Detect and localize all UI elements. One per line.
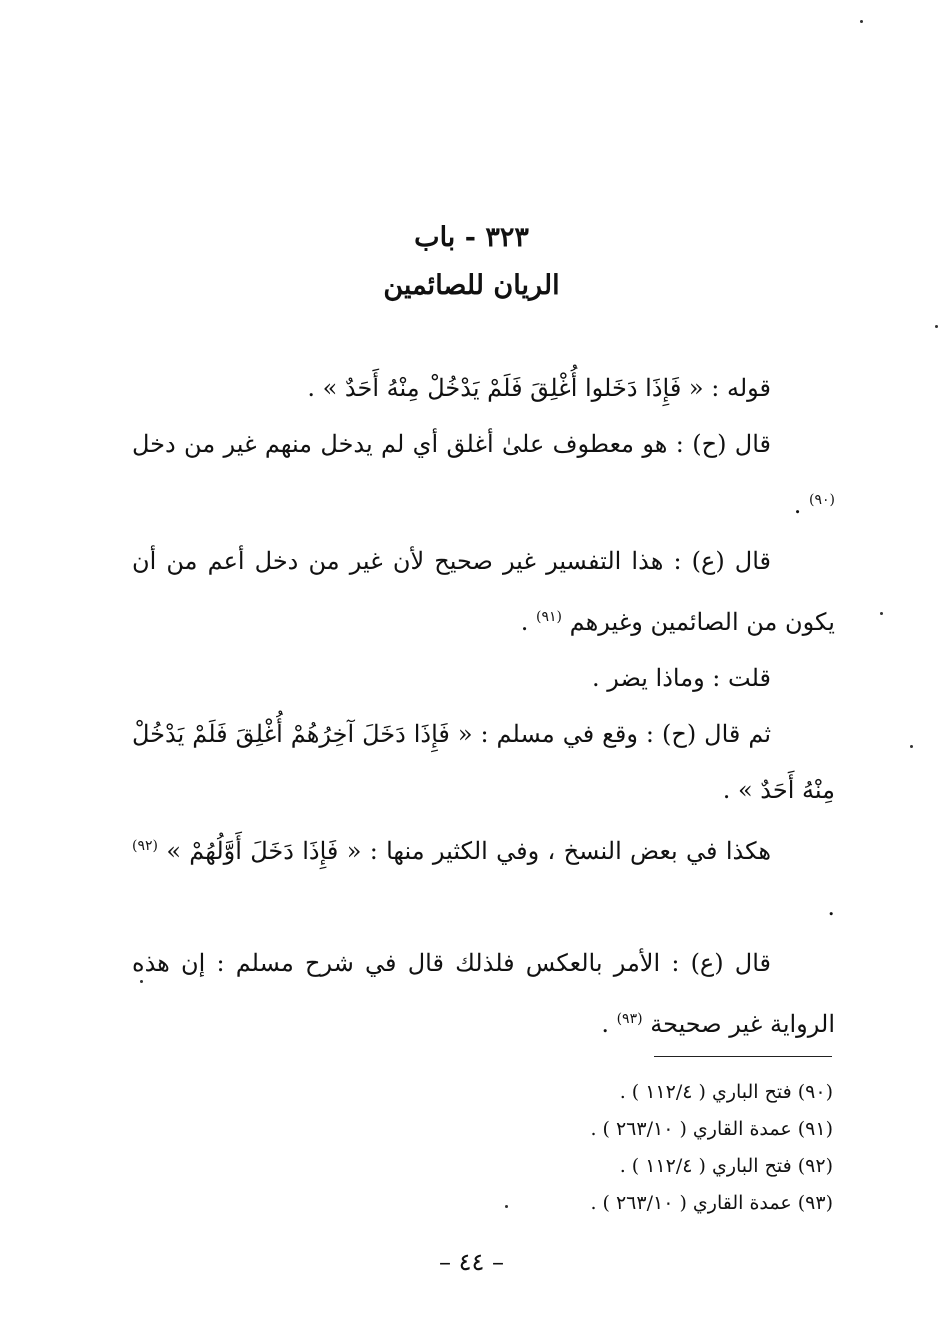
paragraph: [132, 416, 835, 533]
footnote-item: (٩٣) عمدة القاري ( ٢٦٣/١٠ ) .: [590, 1192, 833, 1214]
footnote-reference[interactable]: (٩١): [535, 609, 562, 625]
paragraph-end: .: [793, 491, 810, 519]
paragraph: [132, 818, 835, 935]
paragraph: [132, 935, 835, 1052]
paragraph-end: .: [601, 1010, 617, 1038]
scan-speck: [140, 980, 143, 983]
scan-speck: [910, 745, 913, 748]
paragraph-text: هكذا في بعض النسخ ، وفي الكثير منها : « فَإِذَا دَخَلَ أَوَّلُهُمْ »: [166, 837, 771, 865]
footnote-item: (٩١) عمدة القاري ( ٢٦٣/١٠ ) .: [590, 1118, 833, 1140]
footnotes: [590, 1074, 833, 1222]
paragraph-text: قال (ح) : هو معطوف علىٰ أغلق أي لم يدخل منهم غير من دخل: [132, 430, 771, 458]
chapter-number: ٣٢٣ - باب: [414, 222, 529, 253]
paragraph: [132, 650, 835, 706]
footnote-divider: [654, 1056, 832, 1057]
footnote-reference[interactable]: (٩٠): [809, 492, 835, 508]
paragraph-text: قال (ع) : هذا التفسير غير صحيح لأن غير من دخل أعم من أن يكون من الصائمين وغيرهم: [132, 547, 835, 636]
scan-speck: [935, 325, 938, 328]
scan-speck: [505, 1205, 508, 1208]
paragraph-text: قوله : « فَإِذَا دَخَلوا أُغْلِقَ فَلَمْ يَدْخُلْ مِنْهُ أَحَدٌ » .: [307, 374, 771, 402]
paragraph-text: قال (ع) : الأمر بالعكس فلذلك قال في شرح مسلم : إن هذه الرواية غير صحيحة: [132, 949, 835, 1038]
footnote-item: (٩٢) فتح الباري ( ١١٢/٤ ) .: [619, 1155, 833, 1177]
paragraph: [132, 706, 835, 818]
paragraph-text: قلت : وماذا يضر .: [591, 664, 771, 692]
scan-speck: [880, 612, 883, 615]
paragraph-text: ثم قال (ح) : وقع في مسلم : « فَإِذَا دَخَلَ آخِرُهُمْ أُغْلِقَ فَلَمْ يَدْخُلْ مِنْهُ أَحَدٌ » .: [132, 720, 835, 804]
paragraph-end: .: [827, 893, 835, 921]
footnote-item: (٩٠) فتح الباري ( ١١٢/٤ ) .: [619, 1081, 833, 1103]
paragraph: [132, 533, 835, 650]
paragraph: [132, 360, 835, 416]
body-text: [132, 360, 835, 1052]
paragraph-end: .: [520, 608, 536, 636]
footnote-reference[interactable]: (٩٢): [132, 838, 158, 854]
chapter-title: الريان للصائمين: [383, 270, 560, 301]
scan-speck: [860, 20, 863, 23]
footnote-reference[interactable]: (٩٣): [616, 1011, 643, 1027]
page-number: – ٤٤ –: [438, 1248, 505, 1276]
